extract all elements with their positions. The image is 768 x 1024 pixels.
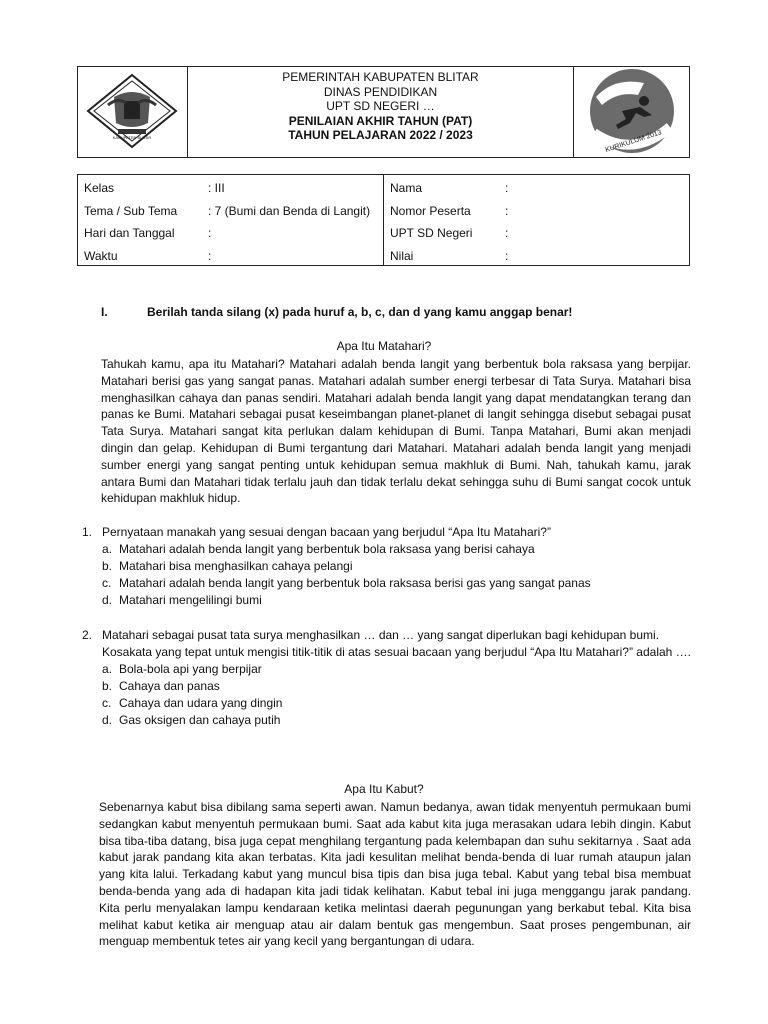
option-text: Matahari adalah benda langit yang berbentuk bola raksasa berisi gas yang sangat panas <box>119 576 591 590</box>
curriculum-logo-caption: KURIKULUM 2013 <box>604 129 663 154</box>
question-stem <box>82 524 706 541</box>
info-value: : <box>208 248 212 263</box>
option-text: Cahaya dan panas <box>119 679 220 693</box>
option-letter: c. <box>102 576 112 590</box>
option-text: Matahari adalah benda langit yang berbentuk bola raksasa yang berisi cahaya <box>119 542 535 556</box>
student-info-table <box>77 174 690 266</box>
question-text: Pernyataan manakah yang sesuai dengan bacaan yang berjudul “Apa Itu Matahari?” <box>102 525 551 539</box>
answer-option[interactable] <box>82 592 706 609</box>
section-number: I. <box>101 305 108 319</box>
answer-option[interactable] <box>82 712 706 729</box>
exam-title: PENILAIAN AKHIR TAHUN (PAT) <box>288 113 473 128</box>
option-text: Bola-bola api yang berpijar <box>119 662 262 676</box>
reading-2-title: Apa Itu Kabut? <box>344 782 424 796</box>
question-text: Matahari sebagai pusat tata surya menghasilkan … dan … yang sangat diperlukan bagi kehidupan bumi. Kosakata yang tepat untuk mengisi titik-titik di atas sesuai bacaan yang berjudul “Apa Itu Matahari?” adalah …. <box>102 628 692 659</box>
info-right-column <box>383 175 689 265</box>
regency-logo-caption: KABUPATEN BLITAR <box>112 135 152 140</box>
info-label: Tema / Sub Tema <box>84 203 178 218</box>
regency-logo-cell <box>78 67 188 157</box>
info-value: : 7 (Bumi dan Benda di Langit) <box>208 203 371 218</box>
option-text: Matahari bisa menghasilkan cahaya pelangi <box>119 559 353 573</box>
info-row <box>84 177 377 200</box>
option-letter: b. <box>102 679 113 693</box>
answer-option[interactable] <box>82 541 706 558</box>
info-row <box>390 200 683 223</box>
info-value: : <box>208 226 212 241</box>
header-title-block <box>188 67 574 157</box>
option-letter: c. <box>102 696 112 710</box>
header-line-3: UPT SD NEGERI … <box>326 99 435 113</box>
info-row <box>390 177 683 200</box>
info-row <box>390 245 683 268</box>
option-letter: d. <box>102 593 113 607</box>
header-line-1: PEMERINTAH KABUPATEN BLITAR <box>282 70 479 84</box>
option-letter: d. <box>102 713 113 727</box>
answer-option[interactable] <box>82 575 706 592</box>
reading-2-text: Sebenarnya kabut bisa dibilang sama seperti awan. Namun bedanya, awan tidak menyentuh permukaan bumi sedangkan kabut menyentuh permukaan bumi. Saat ada kabut kita juga merasakan udara lebih dingin. Kabut bisa tiba-tiba datang, bisa juga cepat menghilang tergantung pada kelembapan dan suhu sekitarnya . Saat ada kabut jarak pandang kita akan terbatas. Kita jadi kesulitan melihat benda-benda di luar rumah ataupun jalan yang kita lalui. Terkadang kabut yang muncul bisa tipis dan bisa juga tebal. Kabut yang tebal bisa membuat benda-benda yang ada di hadapan kita jadi tidak kelihatan. Kabut tebal ini juga menggangu jarak pandang. Kita perlu menyalakan lampu kendaraan ketika melintasi daerah pegunungan yang berkabut tebal. Kita bisa melihat kabut ketika air menguap atau air dalam bentuk gas mengembun. Saat proses pengembunan, air menguap membentuk tetes air yang kecil yang bergantungan di udara. <box>99 800 691 949</box>
school-year: TAHUN PELAJARAN 2022 / 2023 <box>288 128 473 142</box>
option-letter: a. <box>102 542 113 556</box>
answer-option[interactable] <box>82 558 706 575</box>
info-row <box>84 245 377 268</box>
reading-1-title: Apa Itu Matahari? <box>336 339 432 353</box>
info-label: UPT SD Negeri <box>390 226 473 241</box>
info-value: : <box>505 181 509 196</box>
question-1 <box>82 524 706 609</box>
answer-option[interactable] <box>82 661 706 678</box>
info-value: : <box>505 203 509 218</box>
info-label: Nama <box>390 181 423 196</box>
info-value: : <box>505 248 509 263</box>
info-value: : III <box>208 181 225 196</box>
info-row <box>84 200 377 223</box>
info-row <box>390 222 683 245</box>
question-number: 2. <box>82 628 93 642</box>
question-number: 1. <box>82 525 93 539</box>
info-left-column <box>78 175 383 265</box>
option-text: Cahaya dan udara yang dingin <box>119 696 283 710</box>
info-row <box>84 222 377 245</box>
info-label: Hari dan Tanggal <box>84 226 175 241</box>
answer-option[interactable] <box>82 695 706 712</box>
info-value: : <box>505 226 509 241</box>
section-instruction-text: Berilah tanda silang (x) pada huruf a, b, c, dan d yang kamu anggap benar! <box>147 305 573 319</box>
section-instruction <box>101 305 572 319</box>
curriculum-logo-cell <box>574 67 689 157</box>
header-box <box>77 66 690 158</box>
info-label: Kelas <box>84 181 115 196</box>
curriculum-2013-logo-icon <box>574 67 689 157</box>
question-2 <box>82 627 706 729</box>
header-line-2: DINAS PENDIDIKAN <box>323 84 438 99</box>
option-letter: b. <box>102 559 113 573</box>
option-text: Matahari mengelilingi bumi <box>119 593 262 607</box>
option-text: Gas oksigen dan cahaya putih <box>119 713 281 727</box>
info-label: Waktu <box>84 248 118 263</box>
reading-1-text: Tahukah kamu, apa itu Matahari? Matahari adalah benda langit yang berbentuk bola raksasa yang berpijar. Matahari berisi gas yang sangat panas. Matahari adalah sumber energi terbesar di Tata Surya. Matahari bisa menghasilkan cahaya dan panas sendiri. Matahari adalah benda langit yang dapat mendatangkan terang dan panas ke Bumi. Matahari sebagai pusat keseimbangan planet-planet di langit sehingga disebut sebagai pusat Tata Surya. Matahari sangat kita perlukan dalam kehidupan di Bumi. Tanpa Matahari, Bumi akan menjadi dingin dan gelap. Kehidupan di Bumi tergantung dari Matahari. Matahari adalah benda langit yang menjadi sumber energi yang sangat penting untuk kehidupan semua makhluk di Bumi. Nah, tahukah kamu, jarak antara Bumi dan Matahari tidak terlalu jauh dan tidak terlalu dekat sehingga suhu di Bumi sangat cocok untuk kehidupan makhluk hidup. <box>101 357 691 506</box>
info-label: Nomor Peserta <box>390 203 471 218</box>
answer-option[interactable] <box>82 678 706 695</box>
info-label: Nilai <box>390 248 414 263</box>
blitar-regency-emblem-icon <box>78 67 187 157</box>
option-letter: a. <box>102 662 113 676</box>
question-stem <box>82 627 706 661</box>
